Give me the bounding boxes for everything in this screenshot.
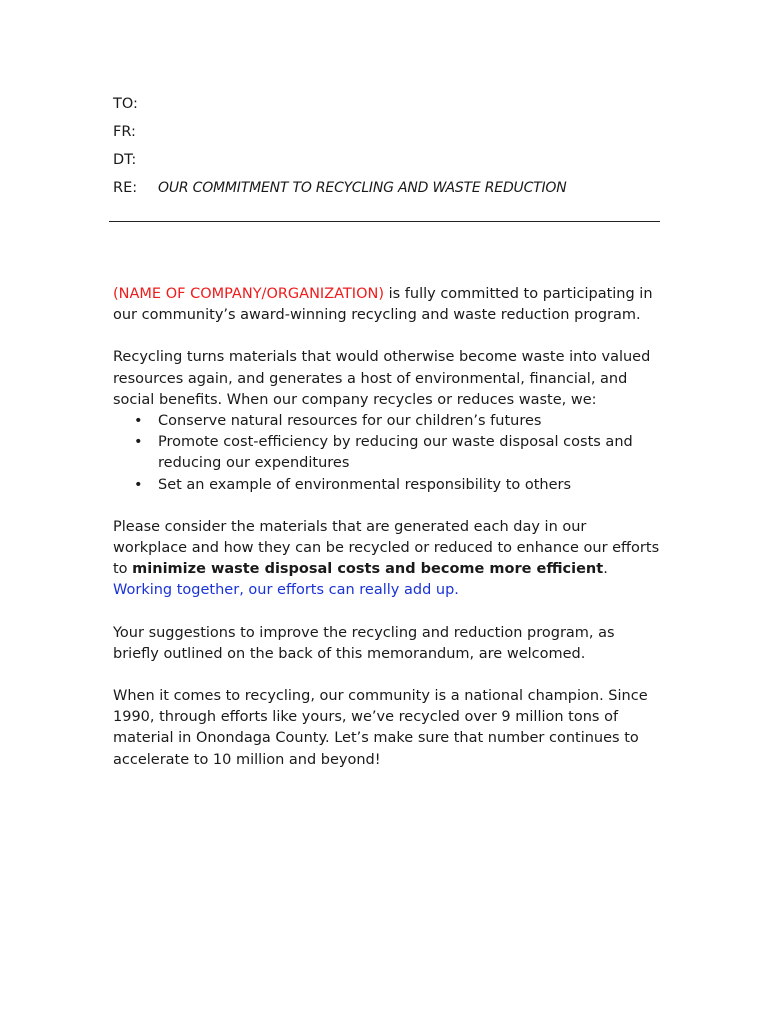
from-label: FR: [113,124,136,140]
champion-paragraph: When it comes to recycling, our community is a national champion. Since 1990, through efforts like yours, we’ve recycled over 9 million tons of material in Onondaga County. Let’s make sure that number continues to accelerate to 10 million and beyond! [113,688,648,768]
company-name-placeholder: (NAME OF COMPANY/ORGANIZATION) [113,286,384,302]
benefits-list [113,411,665,496]
benefit-item: • Promote cost-efficiency by reducing our waste disposal costs and reducing our expenditures [113,432,665,474]
benefits-paragraph: Recycling turns materials that would otherwise become waste into valued resources again, and generates a host of environmental, financial, and social benefits. When our company recycles or reduces waste, we: [113,349,651,408]
date-label: DT: [113,152,137,168]
re-row [113,176,673,204]
from-row [113,120,673,148]
to-row [113,92,673,120]
benefit-item: • Set an example of environmental responsibility to others [113,475,665,496]
memo-body [113,284,665,771]
materials-text: Please consider the materials that are generated each day in our workplace and how they can be recycled or reduced to enhance our efforts to [113,518,660,578]
materials-paragraph [113,517,665,602]
benefit-item: • Conserve natural resources for our children’s futures [113,411,665,432]
date-row [113,148,673,176]
intro-text: is fully committed to participating in our community’s award-winning recycling and waste reduction program. [113,286,653,324]
memo-header [113,92,673,204]
period-text: . [603,561,608,578]
header-divider [109,221,660,222]
re-subject: OUR COMMITMENT TO RECYCLING AND WASTE REDUCTION [158,180,567,196]
suggestions-paragraph: Your suggestions to improve the recycling and reduction program, as briefly outlined on the back of this memorandum, are welcomed. [113,624,615,662]
emphasis-text: minimize waste disposal costs and become more efficient [132,561,604,578]
intro-paragraph [113,284,665,326]
re-label: RE: [113,180,138,196]
to-label: TO: [113,96,138,112]
working-together-text: Working together, our efforts can really add up. [113,582,459,599]
